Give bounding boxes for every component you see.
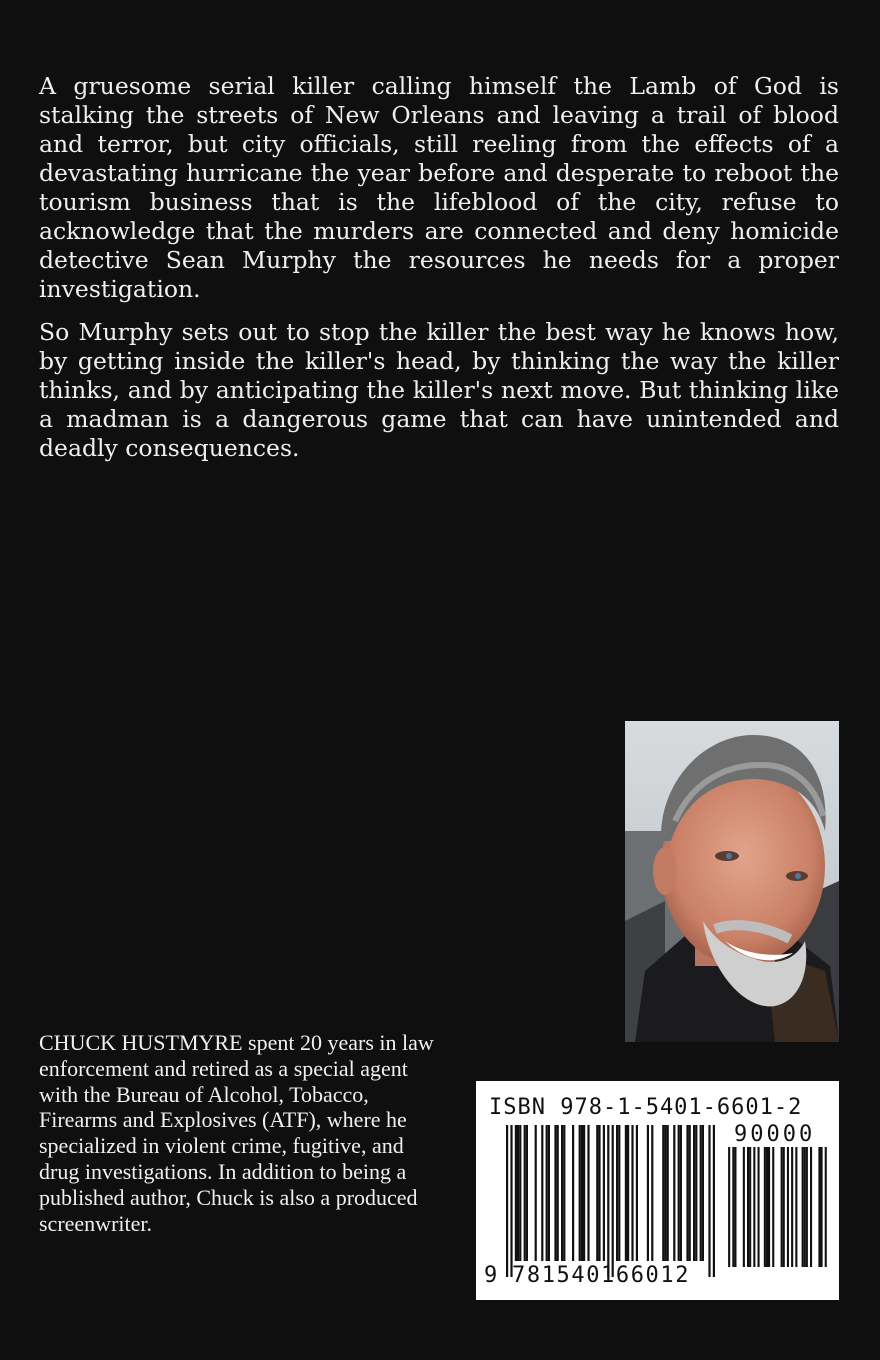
barcode-right-digits: 166012	[601, 1263, 691, 1288]
barcode-bar	[563, 1125, 565, 1261]
addon-bar	[766, 1147, 768, 1267]
addon-bar	[772, 1147, 774, 1267]
barcode-first-digit: 9	[484, 1263, 499, 1288]
addon-bar	[806, 1147, 808, 1267]
barcode-bar	[561, 1125, 563, 1261]
barcode-bar	[627, 1125, 629, 1261]
barcode-bar	[541, 1125, 543, 1261]
addon-bar	[764, 1147, 766, 1267]
barcode-bar	[667, 1125, 669, 1261]
barcode-bar	[526, 1125, 528, 1261]
addon-bar	[810, 1147, 812, 1267]
barcode-bar	[535, 1125, 537, 1261]
barcode-guard-bar	[708, 1125, 710, 1277]
barcode-bar	[651, 1125, 653, 1261]
barcode-bar	[625, 1125, 627, 1261]
barcode-bar	[524, 1125, 526, 1261]
barcode-bar	[636, 1125, 638, 1261]
addon-bar	[818, 1147, 820, 1267]
addon-bar	[758, 1147, 760, 1267]
barcode-bar	[678, 1125, 680, 1261]
addon-bar	[821, 1147, 823, 1267]
addon-bar	[804, 1147, 806, 1267]
addon-bar	[783, 1147, 785, 1267]
addon-bar	[749, 1147, 751, 1267]
blurb-paragraph-2: So Murphy sets out to stop the killer the best way he knows how, by getting inside the killer's head, by thinking the way the killer thinks, and by anticipating the killer's next move. But thinking like a madman is a dangerous game that can have unintended and deadly consequences.	[39, 318, 839, 462]
barcode-bar	[548, 1125, 550, 1261]
barcode-guard-bar	[506, 1125, 508, 1277]
barcode-guard-bar	[510, 1125, 512, 1277]
barcode-bar	[554, 1125, 556, 1261]
barcode-left-digits: 781540	[512, 1263, 602, 1288]
barcode-bar	[515, 1125, 517, 1261]
addon-bar	[753, 1147, 755, 1267]
price-addon-label: 90000	[734, 1122, 816, 1147]
barcode-bar	[596, 1125, 598, 1261]
barcode-bar	[603, 1125, 605, 1261]
barcode-bar	[680, 1125, 682, 1261]
barcode-bar	[693, 1125, 695, 1261]
author-photo	[625, 721, 839, 1042]
barcode-bar	[689, 1125, 691, 1261]
barcode-bar	[618, 1125, 620, 1261]
barcode-bar	[557, 1125, 559, 1261]
barcode-guard-bar	[713, 1125, 715, 1277]
barcode-guard-bar	[612, 1125, 614, 1277]
barcode-bar	[695, 1125, 697, 1261]
barcode-bar	[631, 1125, 633, 1261]
barcode-bar	[579, 1125, 581, 1261]
addon-bar	[795, 1147, 797, 1267]
addon-bar	[825, 1147, 827, 1267]
barcode-bar	[673, 1125, 675, 1261]
addon-bar	[791, 1147, 793, 1267]
barcode-bar	[664, 1125, 666, 1261]
barcode-bar	[583, 1125, 585, 1261]
barcode-bar	[702, 1125, 704, 1261]
isbn-barcode	[476, 1081, 839, 1300]
addon-bar	[802, 1147, 804, 1267]
barcode-bar	[517, 1125, 519, 1261]
barcode-bar	[647, 1125, 649, 1261]
barcode-bar	[519, 1125, 521, 1261]
addon-bar	[781, 1147, 783, 1267]
barcode-bar	[686, 1125, 688, 1261]
barcode-bar	[598, 1125, 600, 1261]
addon-bar	[787, 1147, 789, 1267]
barcode-bar	[572, 1125, 574, 1261]
isbn-label: ISBN 978-1-5401-6601-2	[489, 1095, 803, 1120]
blurb-paragraph-1: A gruesome serial killer calling himself the Lamb of God is stalking the streets of New Orleans and leaving a trail of blood and terror, but city officials, still reeling from the effects of a devastating hurricane the year before and desperate to reboot the tourism business that is the lifeblood of the city, refuse to acknowledge that the murders are connected and deny homicide detective Sean Murphy the resources he needs for a proper investigation.	[39, 72, 839, 303]
author-bio: CHUCK HUSTMYRE spent 20 years in law enforcement and retired as a special agent with the Bureau of Alcohol, Tobacco, Firearms and Explosives (ATF), where he specialized in violent crime, fugitive, and drug investigations. In addition to being a published author, Chuck is also a produced screenwriter.	[39, 1030, 434, 1236]
barcode-bar	[587, 1125, 589, 1261]
addon-bar	[747, 1147, 749, 1267]
barcode-bar	[616, 1125, 618, 1261]
back-cover-blurb	[39, 72, 839, 477]
barcode-bar	[581, 1125, 583, 1261]
barcode-bar	[662, 1125, 664, 1261]
addon-bar	[734, 1147, 736, 1267]
addon-bar	[728, 1147, 730, 1267]
barcode-bar	[546, 1125, 548, 1261]
addon-bar	[732, 1147, 734, 1267]
barcode-guard-bar	[607, 1125, 609, 1277]
addon-bar	[743, 1147, 745, 1267]
addon-bar	[768, 1147, 770, 1267]
barcode-bar	[700, 1125, 702, 1261]
